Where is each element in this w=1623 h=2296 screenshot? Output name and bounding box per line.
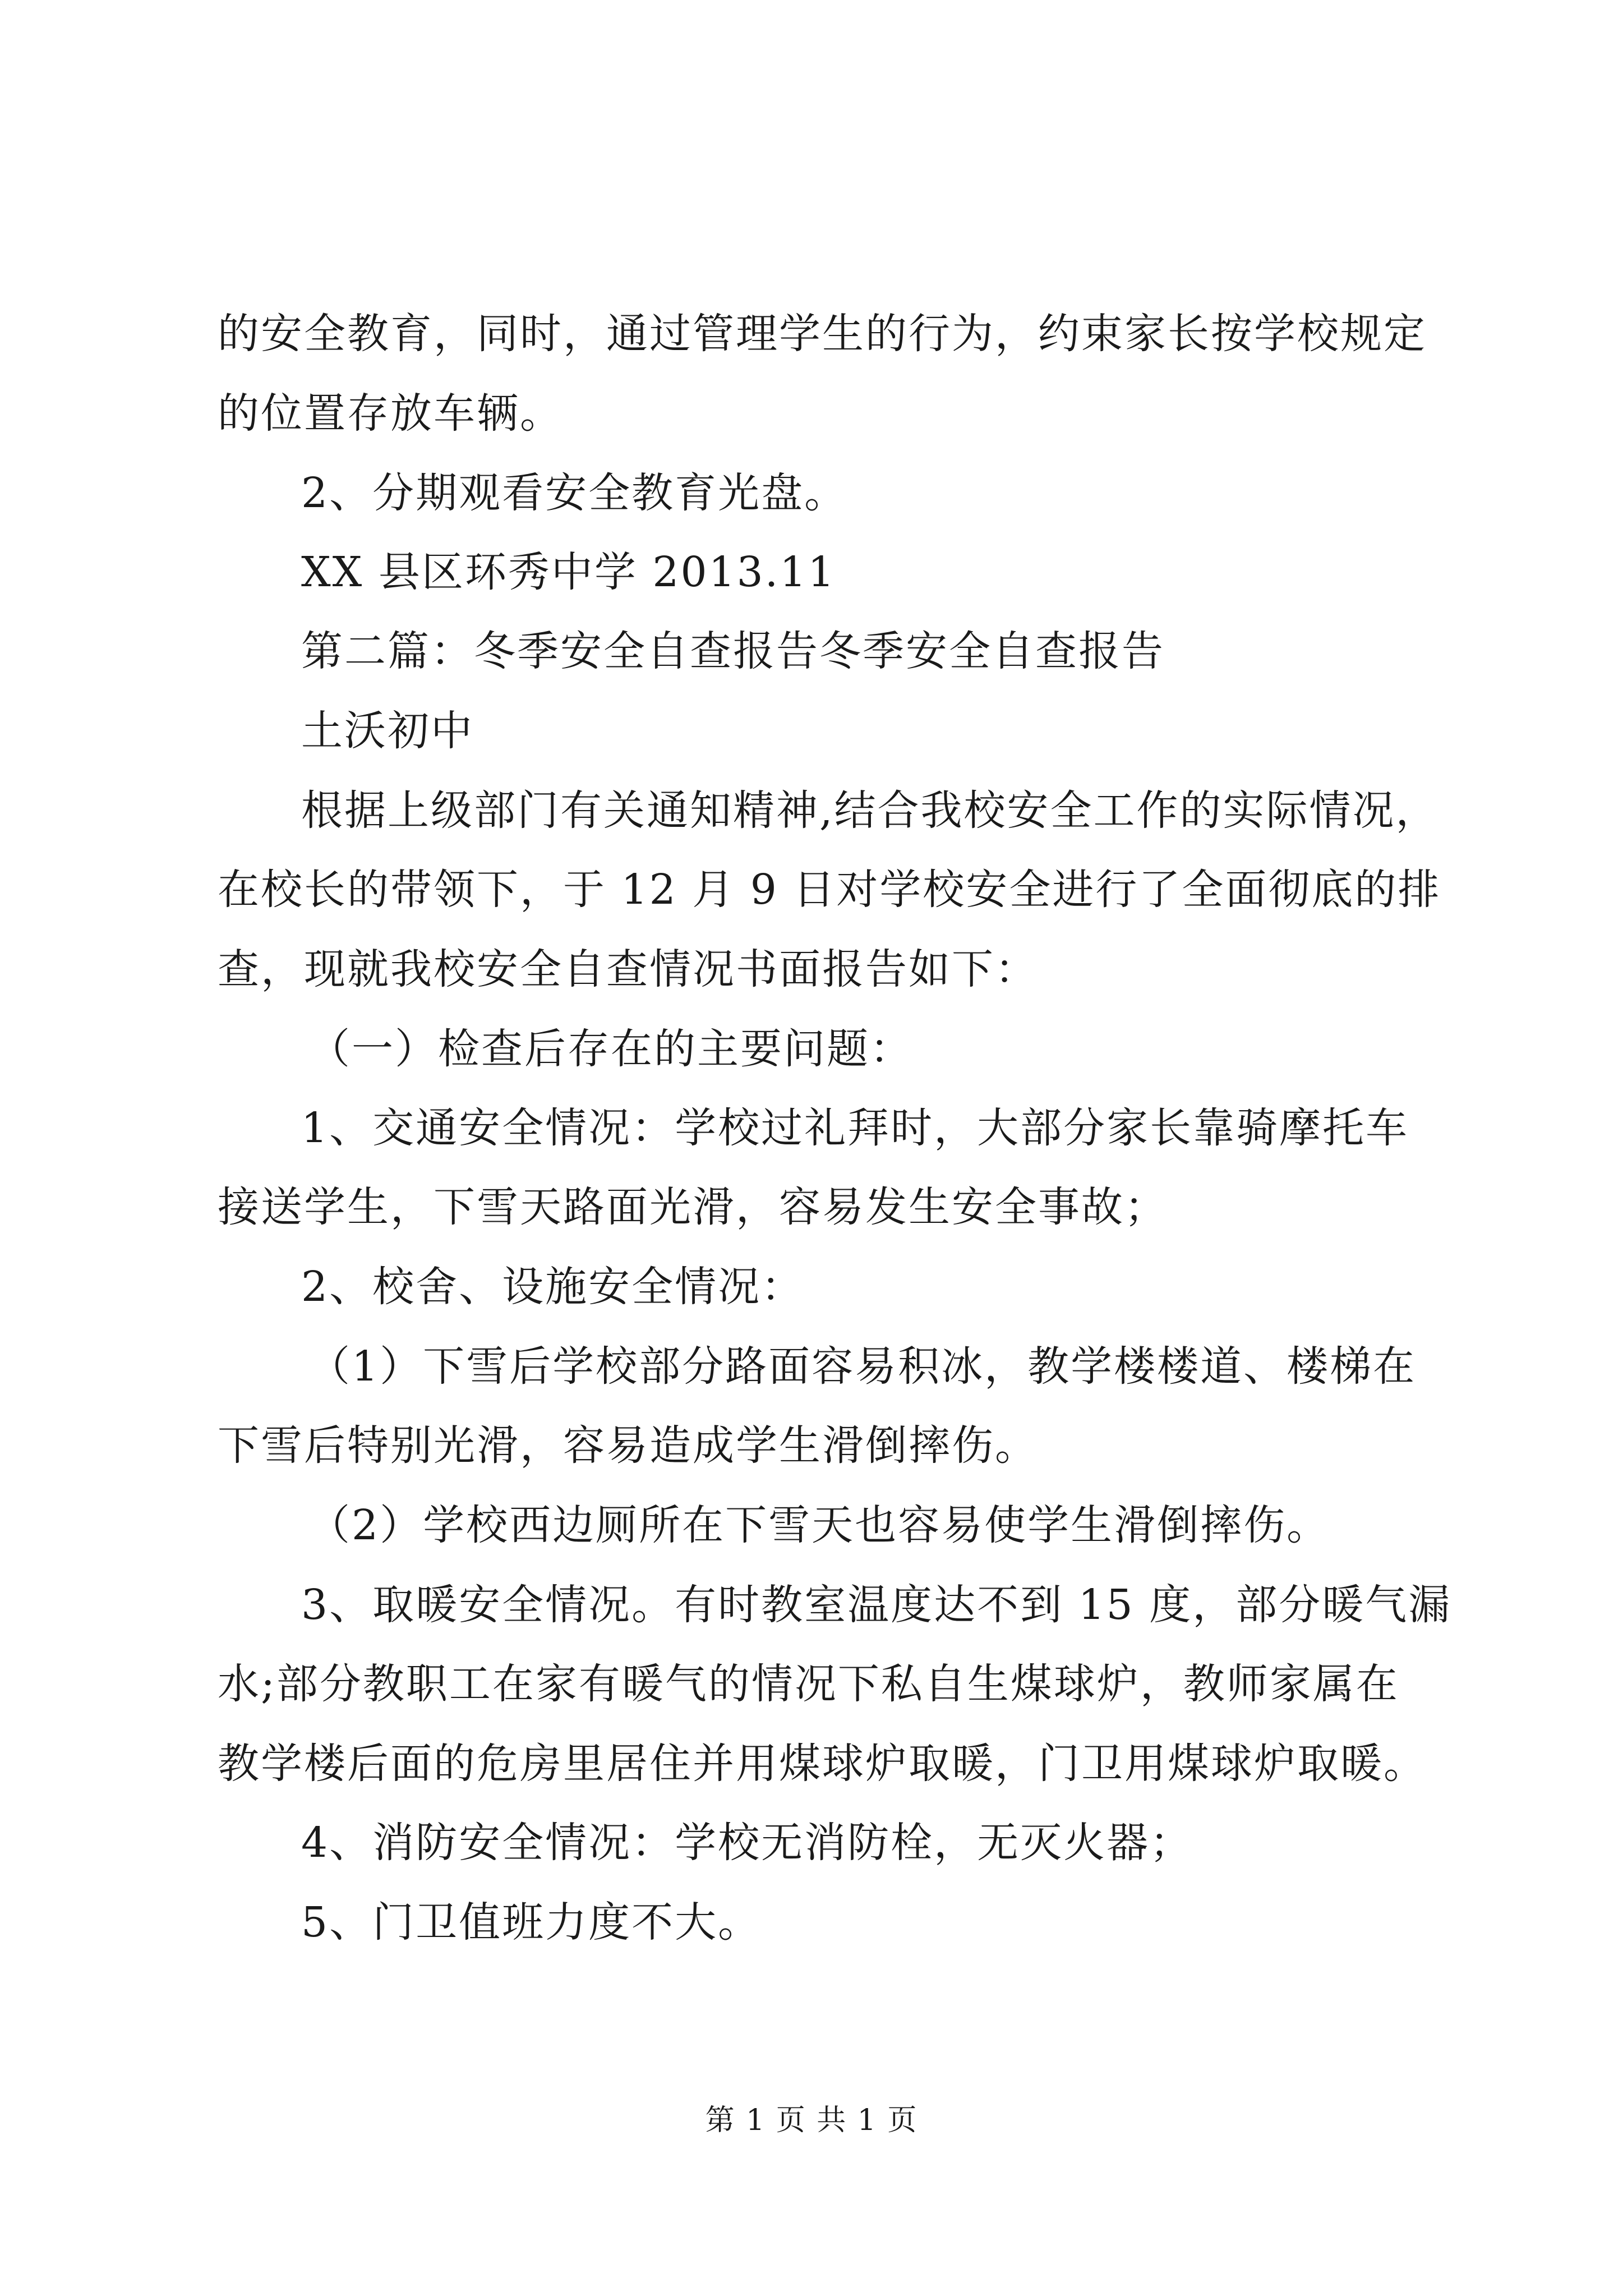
subsection-heading: （一）检查后存在的主要问题： (308, 1025, 913, 1073)
text-line: （1）下雪后学校部分路面容易积冰，教学楼楼道、楼梯在 (308, 1342, 1417, 1391)
text-line: 水;部分教职工在家有暖气的情况下私自生煤球炉，教师家属在 (218, 1660, 1399, 1708)
text-line: 教学楼后面的危房里居住并用煤球炉取暖，门卫用煤球炉取暖。 (218, 1740, 1427, 1788)
section-heading: 第二篇：冬季安全自查报告冬季安全自查报告 (301, 627, 1165, 675)
text-line: 查，现就我校安全自查情况书面报告如下： (218, 945, 1038, 993)
text-line: 2、校舍、设施安全情况： (301, 1263, 805, 1311)
text-line: （2）学校西边厕所在下雪天也容易使学生滑倒摔伤。 (308, 1501, 1330, 1549)
text-line: 2、分期观看安全教育光盘。 (301, 469, 848, 517)
text-line: 根据上级部门有关通知精神,结合我校安全工作的实际情况， (301, 786, 1439, 835)
text-line: XX 县区环秀中学 2013.11 (301, 548, 836, 596)
school-name: 土沃初中 (301, 707, 474, 755)
text-line: 5、门卫值班力度不大。 (301, 1898, 762, 1947)
text-line: 4、消防安全情况：学校无消防栓，无灭火器； (301, 1819, 1193, 1867)
text-line: 的安全教育，同时，通过管理学生的行为，约束家长按学校规定 (218, 310, 1427, 358)
text-line: 下雪后特别光滑，容易造成学生滑倒摔伤。 (218, 1421, 1038, 1470)
text-line: 3、取暖安全情况。有时教室温度达不到 15 度，部分暖气漏 (301, 1581, 1452, 1629)
text-line: 接送学生，下雪天路面光滑，容易发生安全事故； (218, 1183, 1168, 1231)
text-line: 的位置存放车辆。 (218, 389, 563, 438)
text-line: 1、交通安全情况：学校过礼拜时，大部分家长靠骑摩托车 (301, 1104, 1409, 1152)
text-line: 在校长的带领下，于 12 月 9 日对学校安全进行了全面彻底的排 (218, 866, 1441, 914)
page-footer: 第 1 页 共 1 页 (705, 2104, 918, 2137)
